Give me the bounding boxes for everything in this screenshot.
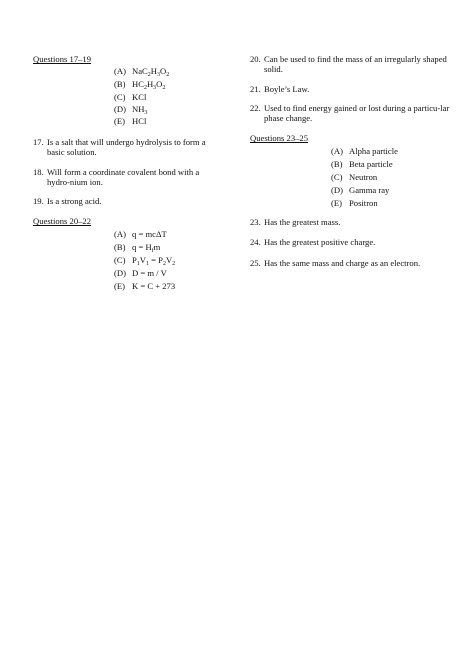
choice-e-23: (E) Positron	[331, 198, 378, 208]
choice-a-20: (A) q = mcΔT	[114, 229, 167, 239]
question-21: 21. Boyle’s Law.	[250, 84, 310, 94]
question-23: 23. Has the greatest mass.	[250, 217, 341, 227]
question-18: 18. Will form a coordinate covalent bond with a hydro-nium ion.	[33, 167, 200, 188]
choice-c-23: (C) Neutron	[331, 172, 378, 182]
choice-b-23: (B) Beta particle	[331, 159, 393, 169]
choice-e-17: (E) HCl	[114, 116, 147, 126]
choice-c-20: (C) $P_1V_1 = P_2V_2$	[114, 255, 176, 267]
heading-questions-17-19: Questions 17–19	[33, 54, 92, 64]
heading-questions-23-25: Questions 23–25	[250, 133, 309, 143]
choice-e-20: (E) K = C + 273	[114, 281, 176, 291]
choice-d-17: (D) $NH_3$	[114, 104, 148, 116]
choice-b-20: (B) $q = H_fm$	[114, 242, 161, 254]
choice-a-17: (A) $NaC_2H_3O_2$	[114, 66, 170, 78]
choice-d-23: (D) Gamma ray	[331, 185, 390, 195]
question-22: 22. Used to find energy gained or lost during a particu-lar phase change.	[250, 103, 450, 124]
heading-questions-20-22: Questions 20–22	[33, 216, 92, 226]
choice-c-17: (C) KCl	[114, 92, 147, 102]
choice-a-23: (A) Alpha particle	[331, 146, 398, 156]
question-25: 25. Has the same mass and charge as an electron.	[250, 258, 421, 268]
choice-b-17: (B) $HC_2H_3O_2$	[114, 79, 166, 91]
choice-d-20: (D) D = m / V	[114, 268, 167, 278]
question-20: 20. Can be used to find the mass of an irregularly shaped solid.	[250, 54, 447, 75]
question-17: 17. Is a salt that will undergo hydrolysis to form a basic solution.	[33, 137, 206, 158]
question-19: 19. Is a strong acid.	[33, 196, 102, 206]
question-24: 24. Has the greatest positive charge.	[250, 237, 376, 247]
